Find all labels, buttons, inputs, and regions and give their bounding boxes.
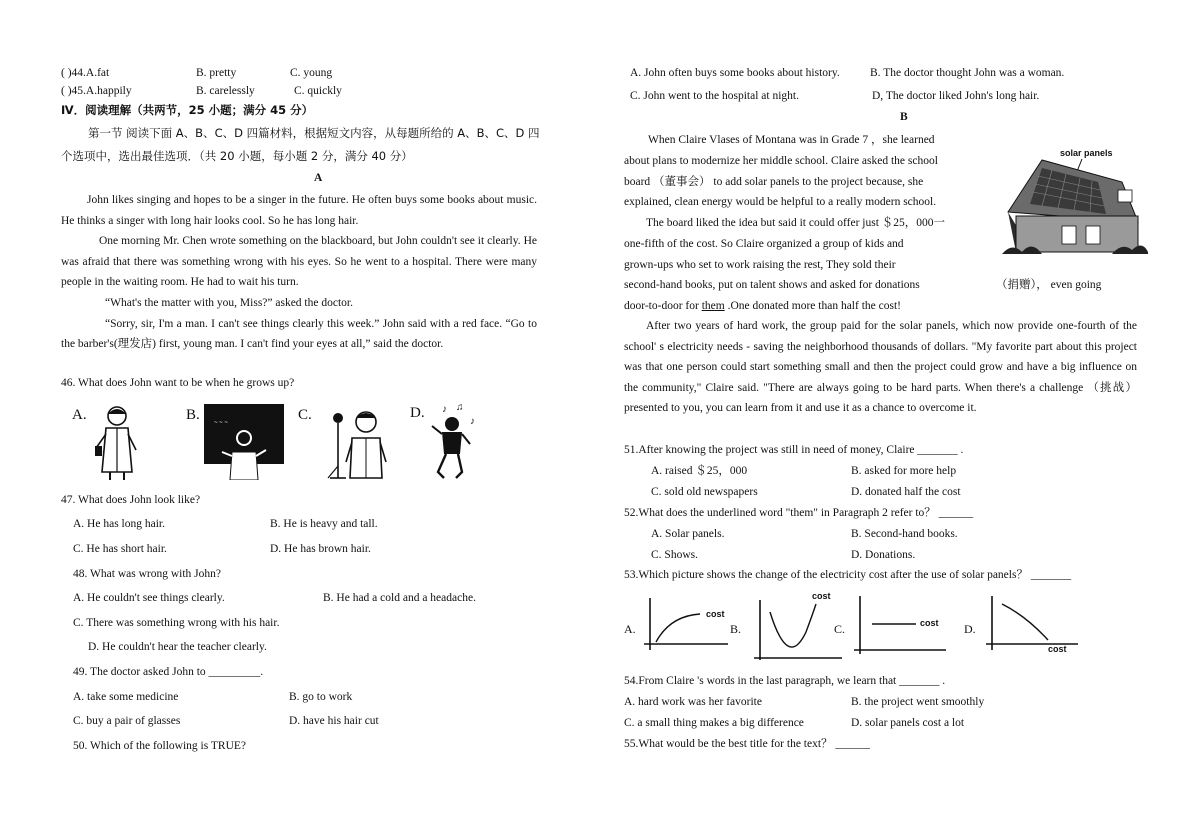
passage-b-p2-line5-end: .One donated more than half the cost! — [724, 300, 901, 312]
option-49c: C. buy a pair of glasses — [73, 715, 181, 727]
graph-label-c: C. — [834, 622, 846, 636]
passage-b-p2-line4-end: （捐赠）， even going — [996, 279, 1102, 291]
section1-instructions-line2: 个选项中，选出最佳选项．（共 20 小题，每小题 2 分，满分 40 分） — [61, 149, 413, 163]
option-47b: B. He is heavy and tall. — [270, 518, 378, 530]
question-49: 49. The doctor asked John to _________. — [73, 666, 264, 678]
option-45b: B. carelessly — [196, 85, 255, 97]
option-49a: A. take some medicine — [73, 691, 179, 703]
option-50c: C. John went to the hospital at night. — [630, 90, 799, 102]
option-48b: B. He had a cold and a headache. — [323, 592, 476, 604]
option-44b: B. pretty — [196, 67, 237, 79]
passage-a-text — [61, 190, 537, 355]
question-46: 46. What does John want to be when he grows up? — [61, 377, 295, 389]
passage-a-para3: “What's the matter with you, Miss?” asked the doctor. — [105, 296, 353, 309]
svg-text:♪: ♪ — [442, 404, 447, 415]
passage-b-p2-line4: second-hand books, put on talent shows and asked for donations — [624, 279, 920, 291]
passage-b-p1-line2: about plans to modernize her middle school. Claire asked the school — [624, 155, 938, 167]
passage-b-p2-line5 — [624, 299, 901, 313]
option-47c: C. He has short hair. — [73, 543, 167, 555]
option-54c: C. a small thing makes a big difference — [624, 717, 804, 729]
singer-microphone-icon — [316, 406, 390, 482]
passage-b-p2-line3: grown-ups who set to work raising the rest, They sold their — [624, 259, 896, 271]
passage-b-p2-line2: one-fifth of the cost. So Claire organized a group of kids and — [624, 238, 904, 250]
dancing-music-icon — [428, 402, 482, 482]
option-48a: A. He couldn't see things clearly. — [73, 592, 225, 604]
option-54b: B. the project went smoothly — [851, 696, 985, 708]
passage-b-para3: After two years of hard work, the group paid for the solar panels, which now provide one-fourth of the school' s electricity needs - saving the neighborhood thousands of dollars. "My favorite part about this project was that one person could start something small and then the project could grow and have a big influence on the community," Claire said. "There are always going to be hard parts. When there's a challenge （挑战） presented to you, you can learn from it and use it as a chance to overcome it. — [624, 320, 1137, 415]
solar-house-image — [1002, 142, 1148, 256]
graph-a — [644, 596, 728, 658]
graph-b-cost-label: cost — [812, 591, 831, 601]
graph-d-cost-label: cost — [1048, 644, 1067, 654]
passage-a-para2: One morning Mr. Chen wrote something on the blackboard, but John couldn't see it clearly. He was afraid that there was something wrong with his eyes. So he went to a hospital. There were many people in the waiting room. He had to wait his turn. — [61, 235, 537, 289]
option-54d: D. solar panels cost a lot — [851, 717, 965, 729]
svg-text:♫: ♫ — [456, 402, 464, 413]
graph-label-d: D. — [964, 622, 976, 636]
option-51a: A. raised ＄25，000 — [651, 465, 748, 477]
question-45: ( )45.A.happily — [61, 85, 132, 97]
graph-a-cost-label: cost — [706, 609, 725, 619]
graph-c — [854, 596, 948, 658]
picture-label-b: B. — [186, 407, 200, 423]
option-52d: D. Donations. — [851, 549, 916, 561]
option-49d: D. have his hair cut — [289, 715, 379, 727]
passage-a-para1: John likes singing and hopes to be a singer in the future. He often buys some books about music. He thinks a singer with long hair looks cool. So he has long hair. — [61, 194, 537, 227]
option-45c: C. quickly — [294, 85, 342, 97]
option-51b: B. asked for more help — [851, 465, 957, 477]
picture-label-c: C. — [298, 407, 312, 423]
question-53: 53.Which picture shows the change of the electricity cost after the use of solar panels？ _______ — [624, 569, 1072, 581]
passage-b-p2-line5-start: door-to-door for — [624, 300, 702, 312]
option-47d: D. He has brown hair. — [270, 543, 371, 555]
passage-b-title: B — [900, 111, 908, 123]
teacher-blackboard-icon — [204, 404, 284, 480]
passage-b-p2-line1: The board liked the idea but said it could offer just ＄25，000一 — [646, 217, 946, 229]
underlined-them: them — [701, 300, 725, 312]
passage-b-p1-line3: board （董事会） to add solar panels to the project because, she — [624, 176, 924, 188]
graph-b — [754, 588, 844, 662]
question-54: 54.From Claire 's words in the last paragraph, we learn that _______ . — [624, 675, 946, 687]
picture-label-a: A. — [72, 407, 87, 423]
question-48: 48. What was wrong with John? — [73, 568, 221, 580]
option-50d: D, The doctor liked John's long hair. — [872, 90, 1040, 102]
question-51: 51.After knowing the project was still in need of money, Claire _______ . — [624, 444, 964, 456]
doctor-icon — [92, 404, 142, 482]
option-52c: C. Shows. — [651, 549, 698, 561]
passage-a-para4: “Sorry, sir, I'm a man. I can't see things clearly this week.” John said with a red face. “Go to the barber's(理发店) first, young man. I can't find your eyes at all,” said the doctor. — [61, 317, 537, 351]
option-48d: D. He couldn't hear the teacher clearly. — [88, 641, 267, 653]
option-50b: B. The doctor thought John was a woman. — [870, 67, 1065, 79]
picture-label-d: D. — [410, 405, 425, 421]
option-49b: B. go to work — [289, 691, 353, 703]
section-title: Ⅳ．阅读理解（共两节，25 小题；满分 45 分） — [61, 103, 314, 117]
option-51d: D. donated half the cost — [851, 486, 961, 498]
option-50a: A. John often buys some books about history. — [630, 67, 840, 79]
graph-label-b: B. — [730, 622, 742, 636]
question-50: 50. Which of the following is TRUE? — [73, 740, 247, 752]
option-47a: A. He has long hair. — [73, 518, 165, 530]
option-52b: B. Second-hand books. — [851, 528, 958, 540]
option-51c: C. sold old newspapers — [651, 486, 758, 498]
graph-label-a: A. — [624, 622, 636, 636]
question-44: ( )44.A.fat — [61, 67, 110, 79]
graph-c-cost-label: cost — [920, 618, 939, 628]
svg-text:~ ~ ~: ~ ~ ~ — [214, 420, 228, 426]
question-55: 55.What would be the best title for the text？ ______ — [624, 738, 870, 750]
svg-text:♪: ♪ — [470, 416, 475, 427]
solar-panels-label: solar panels — [1060, 148, 1113, 158]
option-52a: A. Solar panels. — [651, 528, 725, 540]
passage-a-title: A — [314, 172, 323, 184]
passage-b-p1-line1: When Claire Vlases of Montana was in Grade 7 ，she learned — [648, 134, 935, 146]
question-47: 47. What does John look like? — [61, 494, 201, 506]
question-52: 52.What does the underlined word "them" in Paragraph 2 refer to？ ______ — [624, 507, 974, 519]
graph-d — [986, 596, 1080, 658]
option-44c: C. young — [290, 67, 333, 79]
section1-instructions-line1: 第一节 阅读下面 A、B、C、D 四篇材料，根据短文内容，从每题所给的 A、B、C、D 四 — [88, 126, 540, 140]
option-48c: C. There was something wrong with his hair. — [73, 617, 280, 629]
passage-b-p1-line4: explained, clean energy would be helpful to a really modern school. — [624, 196, 937, 208]
option-54a: A. hard work was her favorite — [624, 696, 762, 708]
